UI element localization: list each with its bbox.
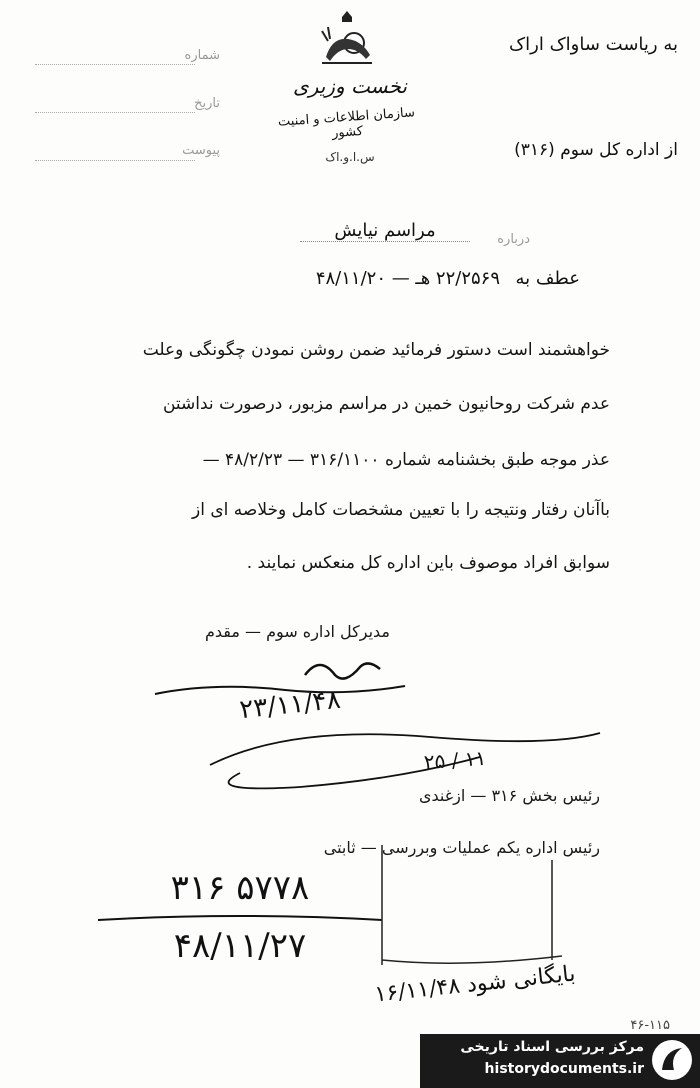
reference-label: عطف به (515, 268, 580, 289)
body-line: خواهشمند است دستور فرمائید ضمن روشن نمودن چگونگی وعلت (142, 340, 610, 360)
watermark-url: historydocuments.ir (484, 1061, 644, 1077)
handwritten-bracket-stroke (372, 840, 572, 970)
body-line: عدم شرکت روحانیون خمین در مراسم مزبور، درصورت نداشتن (162, 394, 610, 414)
sender-line: از اداره کل سوم (۳۱۶) (514, 140, 678, 160)
date-field-label: تاریخ (194, 96, 220, 111)
watermark-bar (420, 1034, 700, 1088)
handwritten-number: ۳۱۶ ۵۷۷۸ (170, 868, 310, 908)
handwritten-archive-note: بایگانی شود ۱۶/۱۱/۴۸ (373, 961, 577, 1008)
page-code: ۴۶-۱۱۵ (630, 1018, 670, 1033)
attachment-field-line (35, 160, 195, 161)
body-line: سوابق افراد موصوف باین اداره کل منعکس نمایند . (246, 553, 610, 573)
reference-value: ۲۲/۲۵۶۹ هـ — ۴۸/۱۱/۲۰ (315, 268, 500, 289)
number-field-line (35, 64, 195, 65)
body-line: عذر موجه طبق بخشنامه شماره ۳۱۶/۱۱۰۰ — ۴۸/۲/۲۳ — (202, 450, 610, 470)
handwritten-date-1: ۲۳/۱۱/۴۸ (238, 684, 342, 726)
handwritten-misc: ۲۵ / ۱۱ (423, 745, 487, 775)
office-head-line: رئیس اداره یکم عملیات وبررسی — ثابتی (323, 838, 600, 857)
attachment-field-label: پیوست (182, 143, 220, 158)
body-line: باآنان رفتار ونتیجه را با تعیین مشخصات کامل وخلاصه ای از (192, 500, 610, 520)
ministry-title: نخست وزیری (293, 74, 407, 98)
watermark-logo (652, 1040, 692, 1080)
organization-code: س.ا.و.اک (325, 150, 375, 164)
section-head-line: رئیس بخش ۳۱۶ — ازغندی (418, 786, 600, 805)
recipient-line: به ریاست ساواک اراک (509, 34, 678, 55)
date-field-line (35, 112, 195, 113)
organization-title: سازمان اطلاعات و امنیت کشور (277, 105, 416, 142)
handwritten-date-2: ۴۸/۱۱/۲۷ (173, 926, 307, 966)
director-signature-line: مدیرکل اداره سوم — مقدم (205, 622, 390, 641)
subject-label: درباره (497, 232, 530, 247)
lion-and-sun-emblem (312, 5, 382, 75)
subject-value: مراسم نیایش (300, 220, 470, 242)
number-field-label: شماره (184, 48, 220, 63)
watermark-title: مرکز بررسی اسناد تاریخی (460, 1039, 644, 1055)
